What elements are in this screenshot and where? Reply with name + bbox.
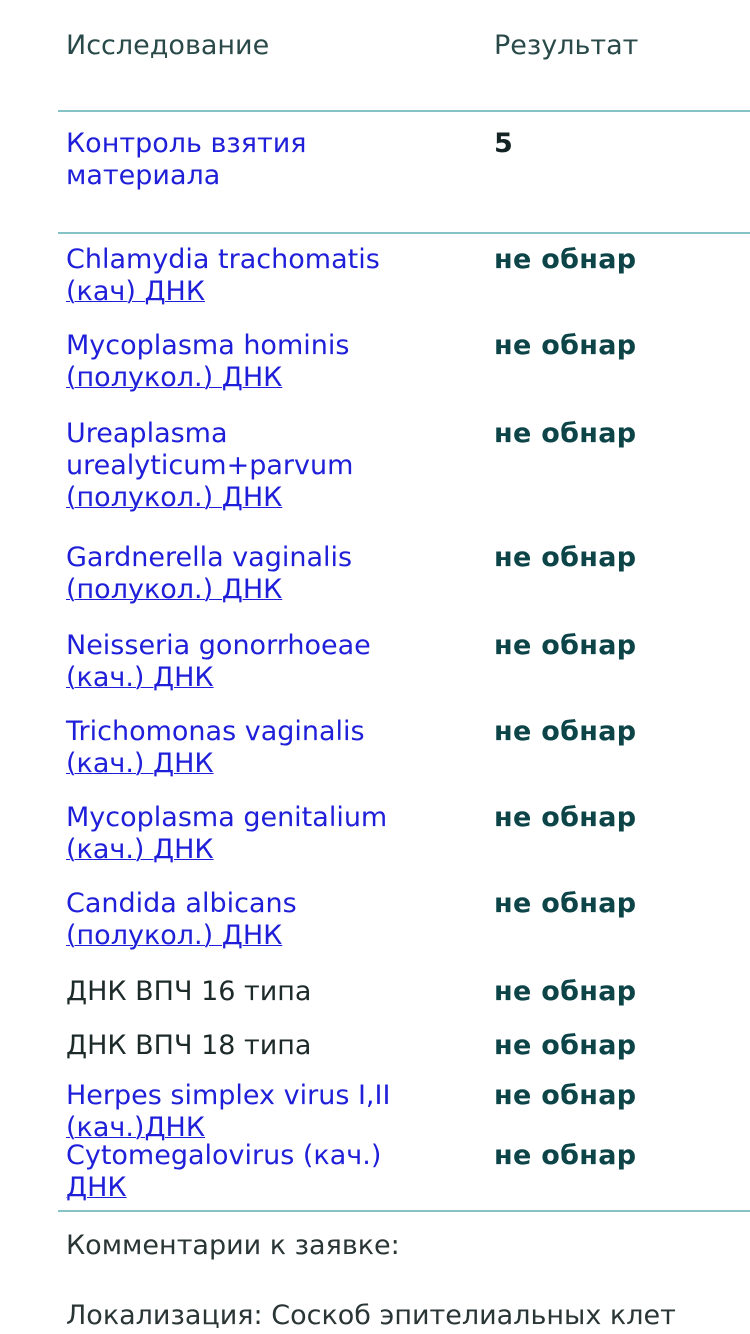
test-name-link[interactable]: Контроль взятия материала <box>66 128 307 191</box>
test-name-link[interactable]: Ureaplasma urealyticum+parvum (полукол.) ДНК <box>66 418 354 513</box>
test-result: не обнар <box>494 542 637 573</box>
test-result: не обнар <box>494 888 637 919</box>
test-name: ДНК ВПЧ 16 типа <box>66 976 312 1007</box>
test-result: не обнар <box>494 330 637 361</box>
column-header-study: Исследование <box>66 30 270 61</box>
comments-label: Комментарии к заявке: <box>66 1230 400 1261</box>
test-result: не обнар <box>494 1030 637 1061</box>
test-name-link[interactable]: Cytomegalovirus (кач.) ДНК <box>66 1140 382 1203</box>
test-result: не обнар <box>494 244 637 275</box>
test-result: не обнар <box>494 976 637 1007</box>
test-result: не обнар <box>494 1140 637 1171</box>
row-divider <box>58 232 750 234</box>
test-result: не обнар <box>494 802 637 833</box>
test-result: не обнар <box>494 630 637 661</box>
test-result: не обнар <box>494 418 637 449</box>
test-name-link[interactable]: Mycoplasma genitalium (кач.) ДНК <box>66 802 388 865</box>
table-bottom-divider <box>58 1210 750 1212</box>
test-name: ДНК ВПЧ 18 типа <box>66 1030 312 1061</box>
table-header <box>66 30 750 80</box>
test-name-link[interactable]: Mycoplasma hominis (полукол.) ДНК <box>66 330 350 393</box>
test-result: не обнар <box>494 1080 637 1111</box>
test-name-link[interactable]: Trichomonas vaginalis (кач.) ДНК <box>66 716 365 779</box>
test-name-link[interactable]: Gardnerella vaginalis (полукол.) ДНК <box>66 542 353 605</box>
test-name-link[interactable]: Chlamydia trachomatis (кач) ДНК <box>66 244 380 307</box>
header-divider <box>58 110 750 112</box>
test-result: не обнар <box>494 716 637 747</box>
test-name-link[interactable]: Neisseria gonorrhoeae (кач.) ДНК <box>66 630 371 693</box>
test-name-link[interactable]: Herpes simplex virus I,II (кач.)ДНК <box>66 1080 391 1143</box>
test-result: 5 <box>494 128 514 159</box>
column-header-result: Результат <box>494 30 639 61</box>
test-name-link[interactable]: Candida albicans (полукол.) ДНК <box>66 888 297 951</box>
comments-text: Локализация: Соскоб эпителиальных клет <box>66 1300 676 1331</box>
